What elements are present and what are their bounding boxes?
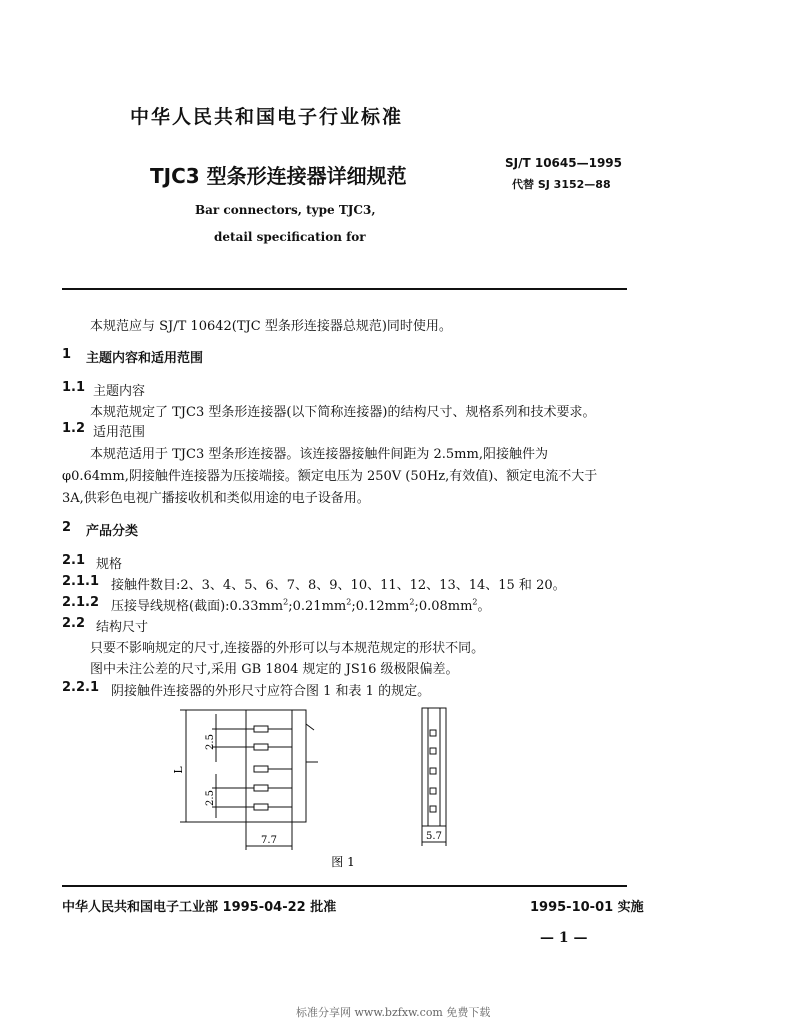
standard-category: 中华人民共和国电子行业标准 [130,106,404,128]
section-1-number: 1 [62,347,72,362]
section-1-1-text: 本规范规定了 TJC3 型条形连接器(以下简称连接器)的结构尺寸、规格系列和技术要求。 [90,405,596,420]
latch-edge [306,724,314,730]
wire-spec-value-2: 0.21mm [292,599,347,614]
connector-side-body [422,708,446,826]
intro-text: 本规范应与 SJ/T 10642(TJC 型条形连接器总规范)同时使用。 [90,319,452,334]
section-2-number: 2 [62,520,72,535]
section-2-2-line1: 只要不影响规定的尺寸,连接器的外形可以与本规范规定的形状不同。 [90,641,485,656]
section-2-2-1-number: 2.2.1 [62,680,100,695]
contact-pin [254,726,268,732]
document-title-en-line1: Bar connectors, type TJC3, [195,203,376,217]
section-2-2-title: 结构尺寸 [96,620,149,635]
exponent: 2 [283,597,289,607]
contact-pin [254,804,268,810]
section-1-1-title: 主题内容 [93,384,146,399]
section-1-2-title: 适用范围 [93,425,146,440]
dim-side-label: 5.7 [426,831,442,842]
section-2-1-number: 2.1 [62,553,86,568]
section-1-2-number: 1.2 [62,421,86,436]
section-2-1-2-text [111,595,491,614]
document-title-en-line2: detail specification for [214,230,366,244]
section-1-2-line1: 本规范适用于 TJC3 型条形连接器。该连接器接触件间距为 2.5mm,阳接触件为 [90,447,548,462]
figure-caption: 图 1 [331,855,355,869]
section-2-2-number: 2.2 [62,616,86,631]
side-contact [430,806,436,812]
approval-info: 中华人民共和国电子工业部 1995-04-22 批准 [62,900,337,915]
figure-1-drawing [150,700,480,870]
section-1-title: 主题内容和适用范围 [86,351,204,366]
side-contact [430,788,436,794]
dim-pitch-top-label: 2.5 [205,734,216,750]
section-2-2-1-text: 阴接触件连接器的外形尺寸应符合图 1 和表 1 的规定。 [111,684,431,699]
wire-spec-value-3: 0.12mm [355,599,410,614]
separator: ; [414,599,419,614]
section-2-title: 产品分类 [86,524,139,539]
watermark-text: 标准分享网 www.bzfxw.com 免费下载 [296,1006,491,1019]
wire-spec-value-4: 0.08mm [418,599,473,614]
section-2-1-2-number: 2.1.2 [62,595,100,610]
dim-width-label: 7.7 [261,835,277,846]
exponent: 2 [409,597,415,607]
replaces-standard: 代替 SJ 3152—88 [512,178,611,191]
wire-spec-value-1: 0.33mm [229,599,284,614]
section-2-1-1-text: 接触件数目:2、3、4、5、6、7、8、9、10、11、12、13、14、15 和 20。 [111,578,566,593]
contact-pin [254,766,268,772]
section-2-1-title: 规格 [96,557,123,572]
wire-spec-label: 压接导线规格(截面): [111,599,230,614]
contact-pin [254,744,268,750]
separator: ; [351,599,356,614]
section-1-1-number: 1.1 [62,380,86,395]
document-title-cn: TJC3 型条形连接器详细规范 [150,164,407,188]
exponent: 2 [346,597,352,607]
dim-pitch-bottom-label: 2.5 [205,790,216,806]
side-contact [430,768,436,774]
section-2-2-line2: 图中未注公差的尺寸,采用 GB 1804 规定的 JS16 级极限偏差。 [90,662,459,677]
dim-length-label: L [172,766,185,774]
footer-rule [62,885,627,887]
side-contact [430,748,436,754]
contact-pin [254,785,268,791]
effective-date: 1995-10-01 实施 [530,900,644,915]
side-contact [430,730,436,736]
section-1-2-line2: φ0.64mm,阴接触件连接器为压接端接。额定电压为 250V (50Hz,有效值)、额定电流不大于 [62,469,598,484]
end-mark: 。 [477,599,491,614]
separator: ; [288,599,293,614]
section-2-1-1-number: 2.1.1 [62,574,100,589]
page-number: — 1 — [540,930,588,946]
exponent: 2 [472,597,478,607]
section-1-2-line3: 3A,供彩色电视广播接收机和类似用途的电子设备用。 [62,491,370,506]
header-rule [62,288,627,290]
standard-code: SJ/T 10645—1995 [505,156,622,170]
